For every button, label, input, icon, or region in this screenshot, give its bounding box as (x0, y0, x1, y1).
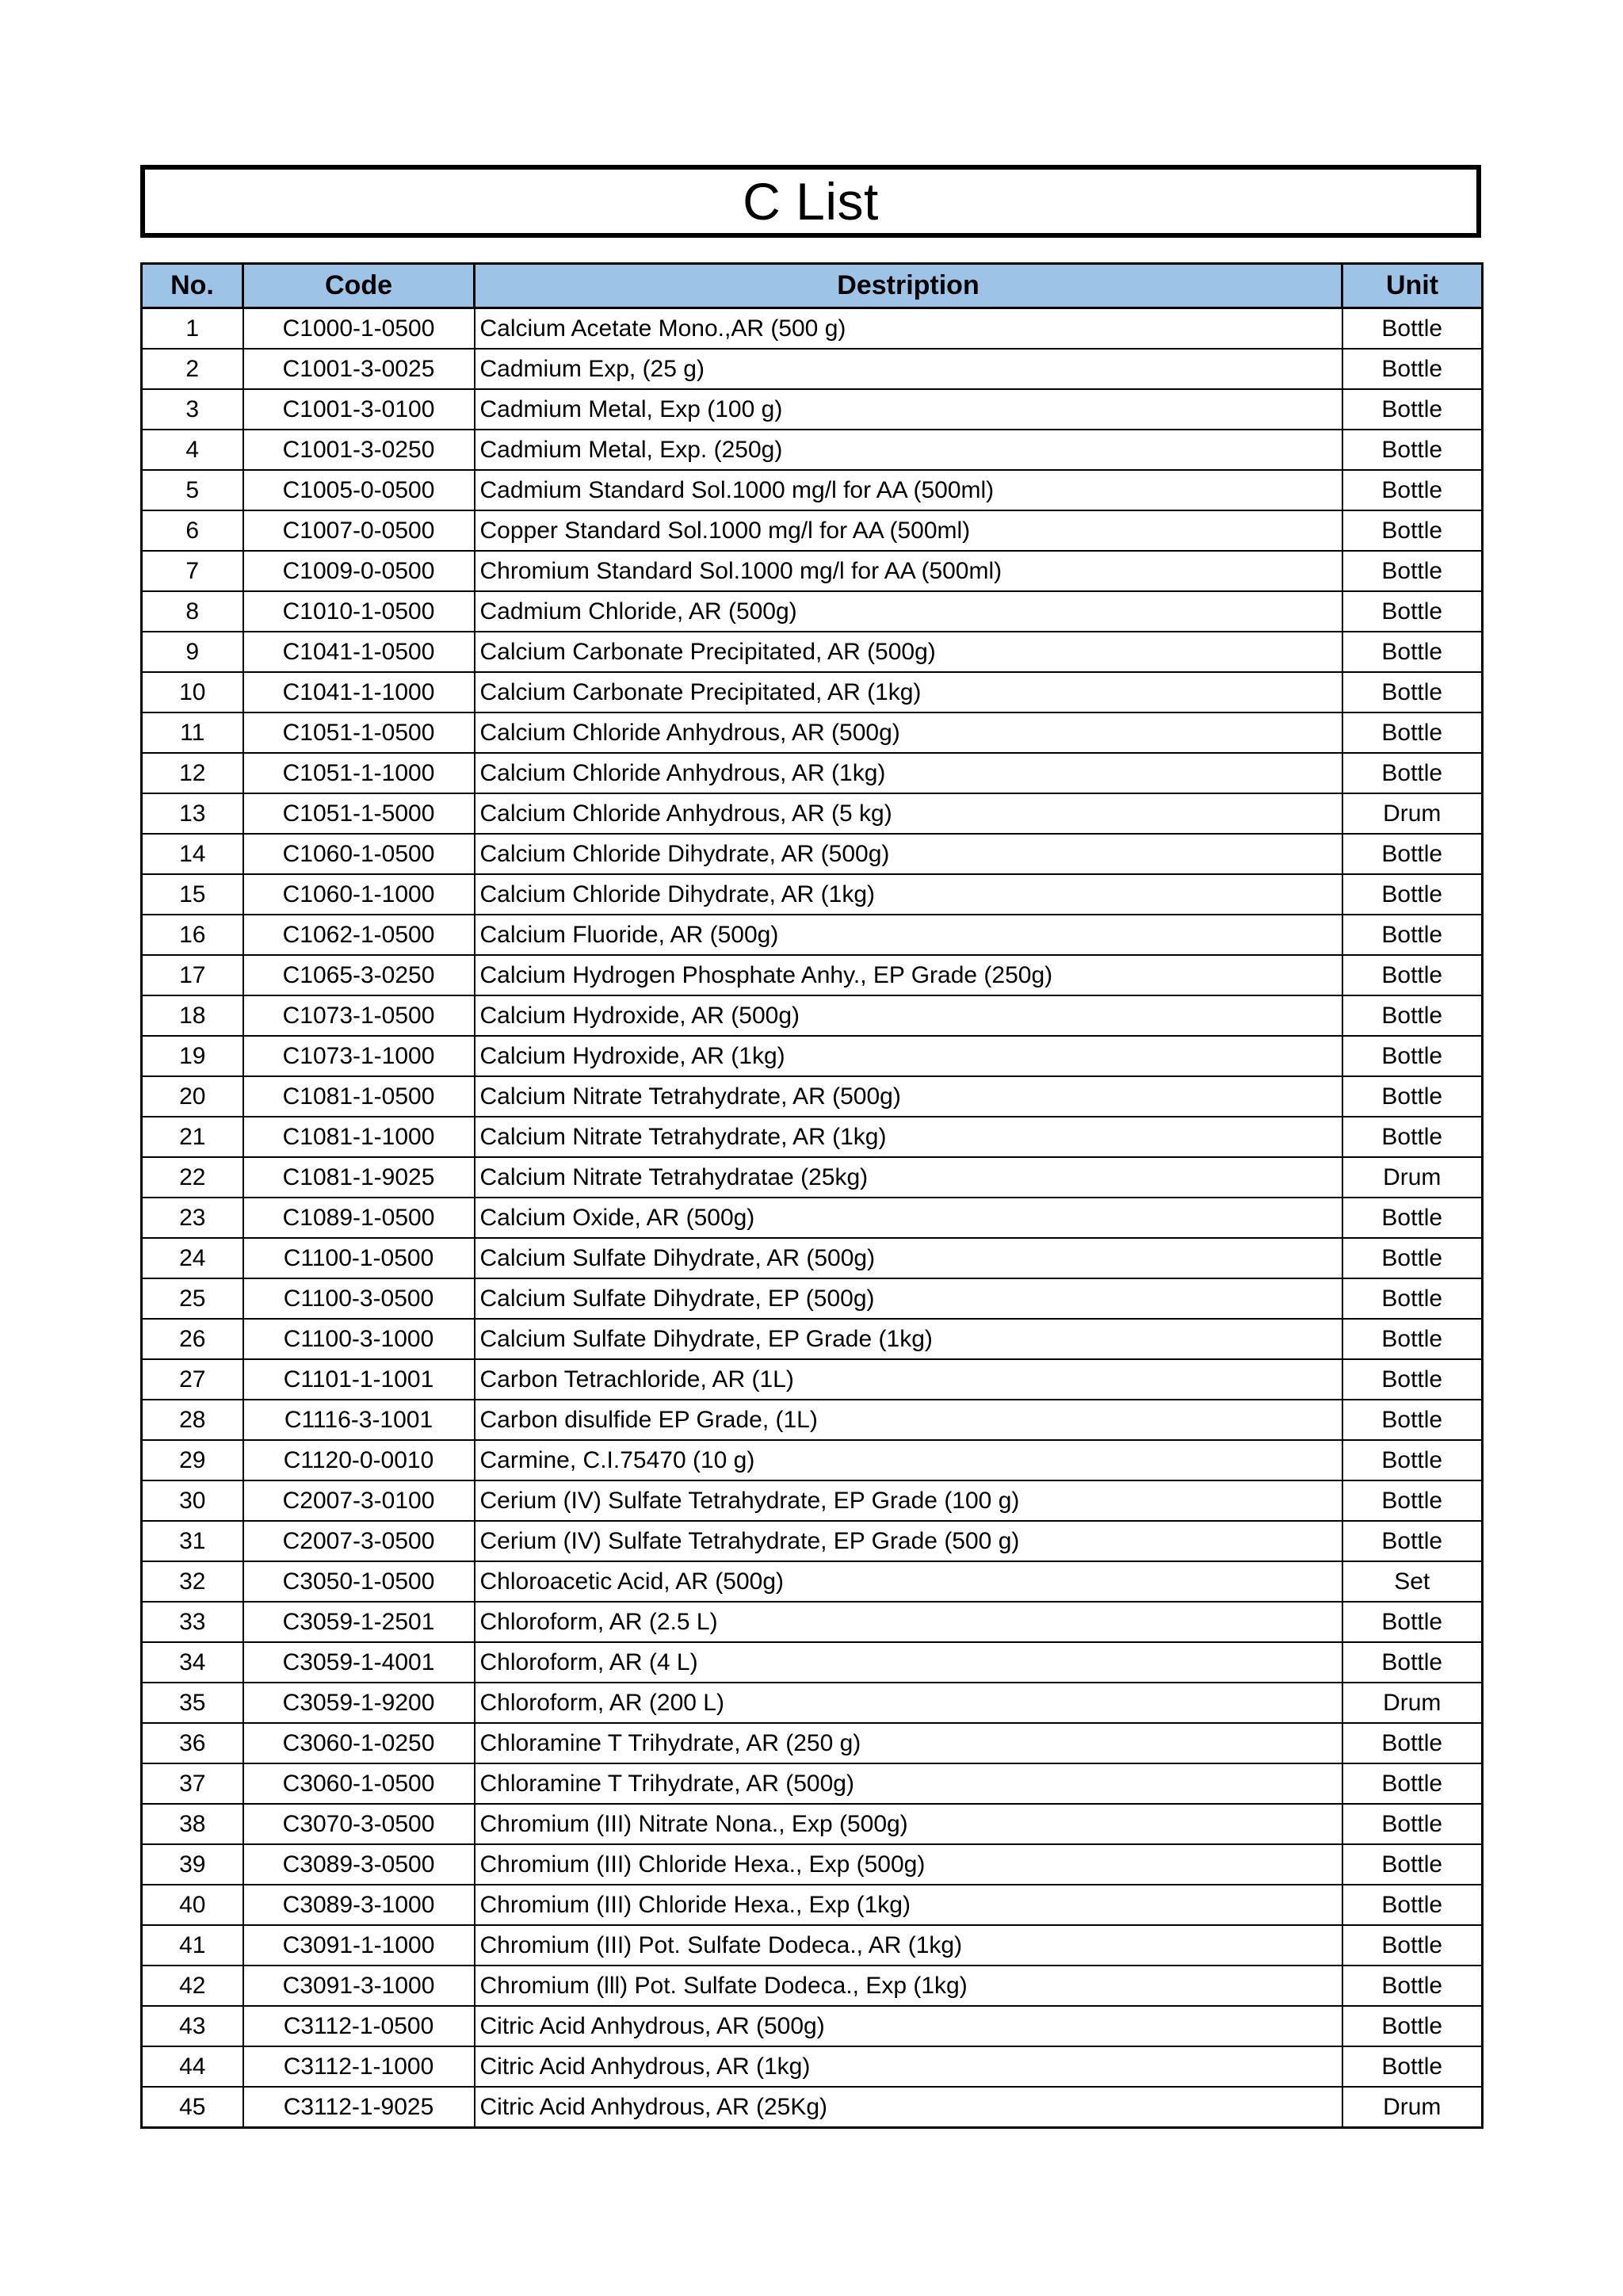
cell-description: Chromium (III) Chloride Hexa., Exp (500g) (475, 1844, 1342, 1885)
cell-description: Copper Standard Sol.1000 mg/l for AA (500ml) (475, 510, 1342, 551)
cell-description: Citric Acid Anhydrous, AR (25Kg) (475, 2087, 1342, 2128)
cell-unit: Bottle (1342, 591, 1483, 632)
table-row (142, 1723, 1483, 1763)
cell-description: Cadmium Exp, (25 g) (475, 349, 1342, 389)
cell-no: 26 (142, 1319, 243, 1359)
cell-unit: Bottle (1342, 1480, 1483, 1521)
cell-code: C3070-3-0500 (243, 1804, 475, 1844)
table-row (142, 834, 1483, 874)
cell-unit: Set (1342, 1561, 1483, 1602)
cell-no: 30 (142, 1480, 243, 1521)
cell-description: Calcium Hydrogen Phosphate Anhy., EP Grade (250g) (475, 955, 1342, 995)
cell-unit: Bottle (1342, 389, 1483, 430)
cell-description: Cerium (IV) Sulfate Tetrahydrate, EP Grade (100 g) (475, 1480, 1342, 1521)
table-row (142, 632, 1483, 672)
table-row (142, 2006, 1483, 2046)
table-row (142, 1602, 1483, 1642)
cell-code: C1051-1-1000 (243, 753, 475, 793)
cell-code: C1041-1-0500 (243, 632, 475, 672)
table-row (142, 1763, 1483, 1804)
cell-unit: Bottle (1342, 470, 1483, 510)
cell-unit: Bottle (1342, 1723, 1483, 1763)
table-row (142, 551, 1483, 591)
cell-code: C3089-3-1000 (243, 1885, 475, 1925)
table-row (142, 1642, 1483, 1683)
table-row (142, 995, 1483, 1036)
cell-no: 9 (142, 632, 243, 672)
table-row (142, 1561, 1483, 1602)
cell-no: 25 (142, 1278, 243, 1319)
cell-description: Calcium Acetate Mono.,AR (500 g) (475, 308, 1342, 350)
cell-no: 22 (142, 1157, 243, 1198)
cell-code: C2007-3-0500 (243, 1521, 475, 1561)
cell-unit: Drum (1342, 1683, 1483, 1723)
cell-unit: Bottle (1342, 1036, 1483, 1076)
header-unit: Unit (1342, 264, 1483, 308)
cell-unit: Bottle (1342, 1359, 1483, 1400)
table-row (142, 672, 1483, 712)
cell-code: C1101-1-1001 (243, 1359, 475, 1400)
cell-description: Calcium Hydroxide, AR (1kg) (475, 1036, 1342, 1076)
cell-code: C1073-1-0500 (243, 995, 475, 1036)
cell-no: 44 (142, 2046, 243, 2087)
table-row (142, 2046, 1483, 2087)
cell-code: C1051-1-0500 (243, 712, 475, 753)
cell-code: C1116-3-1001 (243, 1400, 475, 1440)
cell-no: 39 (142, 1844, 243, 1885)
cell-code: C1081-1-1000 (243, 1117, 475, 1157)
cell-unit: Bottle (1342, 1885, 1483, 1925)
cell-code: C1100-1-0500 (243, 1238, 475, 1278)
cell-no: 27 (142, 1359, 243, 1400)
table-row (142, 1925, 1483, 1966)
cell-unit: Bottle (1342, 1642, 1483, 1683)
cell-description: Calcium Carbonate Precipitated, AR (500g) (475, 632, 1342, 672)
cell-unit: Bottle (1342, 1238, 1483, 1278)
cell-code: C3091-3-1000 (243, 1966, 475, 2006)
cell-no: 5 (142, 470, 243, 510)
cell-code: C1120-0-0010 (243, 1440, 475, 1480)
cell-unit: Bottle (1342, 2006, 1483, 2046)
cell-unit: Bottle (1342, 1925, 1483, 1966)
cell-unit: Bottle (1342, 1076, 1483, 1117)
table-row (142, 510, 1483, 551)
cell-code: C1089-1-0500 (243, 1198, 475, 1238)
cell-description: Calcium Chloride Anhydrous, AR (5 kg) (475, 793, 1342, 834)
table-row (142, 1440, 1483, 1480)
table-row (142, 2087, 1483, 2128)
cell-no: 2 (142, 349, 243, 389)
cell-code: C1041-1-1000 (243, 672, 475, 712)
cell-description: Calcium Chloride Anhydrous, AR (500g) (475, 712, 1342, 753)
cell-description: Calcium Nitrate Tetrahydrate, AR (500g) (475, 1076, 1342, 1117)
cell-no: 34 (142, 1642, 243, 1683)
table-row (142, 1198, 1483, 1238)
table-row (142, 389, 1483, 430)
cell-unit: Bottle (1342, 632, 1483, 672)
table-row (142, 1966, 1483, 2006)
cell-unit: Bottle (1342, 874, 1483, 915)
cell-description: Calcium Chloride Dihydrate, AR (1kg) (475, 874, 1342, 915)
cell-code: C3089-3-0500 (243, 1844, 475, 1885)
page-title: C List (743, 172, 879, 231)
cell-code: C3060-1-0500 (243, 1763, 475, 1804)
cell-description: Calcium Sulfate Dihydrate, EP Grade (1kg) (475, 1319, 1342, 1359)
table-row (142, 753, 1483, 793)
cell-code: C1001-3-0025 (243, 349, 475, 389)
cell-unit: Bottle (1342, 1198, 1483, 1238)
header-row (142, 264, 1483, 308)
table-row (142, 1885, 1483, 1925)
cell-code: C3060-1-0250 (243, 1723, 475, 1763)
cell-no: 18 (142, 995, 243, 1036)
cell-no: 14 (142, 834, 243, 874)
cell-no: 7 (142, 551, 243, 591)
table-row (142, 1804, 1483, 1844)
cell-unit: Bottle (1342, 915, 1483, 955)
cell-code: C1001-3-0250 (243, 430, 475, 470)
cell-no: 10 (142, 672, 243, 712)
cell-code: C1000-1-0500 (243, 308, 475, 350)
cell-unit: Bottle (1342, 1844, 1483, 1885)
cell-no: 37 (142, 1763, 243, 1804)
cell-code: C1009-0-0500 (243, 551, 475, 591)
cell-no: 6 (142, 510, 243, 551)
cell-code: C3050-1-0500 (243, 1561, 475, 1602)
table-row (142, 1076, 1483, 1117)
cell-no: 31 (142, 1521, 243, 1561)
cell-code: C1010-1-0500 (243, 591, 475, 632)
cell-no: 19 (142, 1036, 243, 1076)
cell-unit: Bottle (1342, 1521, 1483, 1561)
cell-code: C1001-3-0100 (243, 389, 475, 430)
cell-unit: Bottle (1342, 1602, 1483, 1642)
cell-description: Carbon Tetrachloride, AR (1L) (475, 1359, 1342, 1400)
cell-description: Calcium Nitrate Tetrahydrate, AR (1kg) (475, 1117, 1342, 1157)
cell-description: Chloramine T Trihydrate, AR (250 g) (475, 1723, 1342, 1763)
cell-description: Chromium (III) Chloride Hexa., Exp (1kg) (475, 1885, 1342, 1925)
cell-code: C1060-1-0500 (243, 834, 475, 874)
cell-unit: Bottle (1342, 1763, 1483, 1804)
cell-unit: Bottle (1342, 1319, 1483, 1359)
cell-code: C1065-3-0250 (243, 955, 475, 995)
cell-description: Chloroacetic Acid, AR (500g) (475, 1561, 1342, 1602)
cell-description: Calcium Sulfate Dihydrate, EP (500g) (475, 1278, 1342, 1319)
cell-no: 1 (142, 308, 243, 350)
cell-description: Chromium (III) Nitrate Nona., Exp (500g) (475, 1804, 1342, 1844)
cell-description: Citric Acid Anhydrous, AR (1kg) (475, 2046, 1342, 2087)
cell-code: C1007-0-0500 (243, 510, 475, 551)
cell-no: 20 (142, 1076, 243, 1117)
cell-description: Calcium Hydroxide, AR (500g) (475, 995, 1342, 1036)
cell-unit: Bottle (1342, 955, 1483, 995)
table-row (142, 915, 1483, 955)
cell-no: 40 (142, 1885, 243, 1925)
cell-unit: Bottle (1342, 2046, 1483, 2087)
cell-description: Chloroform, AR (200 L) (475, 1683, 1342, 1723)
cell-no: 38 (142, 1804, 243, 1844)
cell-description: Chromium Standard Sol.1000 mg/l for AA (500ml) (475, 551, 1342, 591)
cell-description: Calcium Sulfate Dihydrate, AR (500g) (475, 1238, 1342, 1278)
cell-code: C1051-1-5000 (243, 793, 475, 834)
table-row (142, 470, 1483, 510)
table-row (142, 349, 1483, 389)
cell-unit: Bottle (1342, 1400, 1483, 1440)
cell-description: Cerium (IV) Sulfate Tetrahydrate, EP Grade (500 g) (475, 1521, 1342, 1561)
cell-no: 32 (142, 1561, 243, 1602)
cell-unit: Bottle (1342, 712, 1483, 753)
cell-description: Calcium Chloride Anhydrous, AR (1kg) (475, 753, 1342, 793)
cell-unit: Bottle (1342, 551, 1483, 591)
cell-no: 42 (142, 1966, 243, 2006)
cell-description: Calcium Nitrate Tetrahydratae (25kg) (475, 1157, 1342, 1198)
cell-description: Calcium Carbonate Precipitated, AR (1kg) (475, 672, 1342, 712)
cell-description: Calcium Oxide, AR (500g) (475, 1198, 1342, 1238)
table-row (142, 1400, 1483, 1440)
header-description: Destription (475, 264, 1342, 308)
cell-no: 3 (142, 389, 243, 430)
table-row (142, 1036, 1483, 1076)
cell-no: 8 (142, 591, 243, 632)
table-row (142, 591, 1483, 632)
cell-code: C3059-1-4001 (243, 1642, 475, 1683)
table-row (142, 1480, 1483, 1521)
cell-unit: Drum (1342, 1157, 1483, 1198)
cell-description: Calcium Chloride Dihydrate, AR (500g) (475, 834, 1342, 874)
cell-description: Carmine, C.I.75470 (10 g) (475, 1440, 1342, 1480)
cell-no: 24 (142, 1238, 243, 1278)
cell-unit: Bottle (1342, 349, 1483, 389)
table-row (142, 1238, 1483, 1278)
cell-unit: Drum (1342, 2087, 1483, 2128)
cell-no: 33 (142, 1602, 243, 1642)
table-row (142, 1278, 1483, 1319)
header-code: Code (243, 264, 475, 308)
cell-description: Chromium (III) Pot. Sulfate Dodeca., AR (1kg) (475, 1925, 1342, 1966)
cell-no: 17 (142, 955, 243, 995)
table-row (142, 1683, 1483, 1723)
cell-code: C1073-1-1000 (243, 1036, 475, 1076)
cell-unit: Bottle (1342, 308, 1483, 350)
cell-unit: Bottle (1342, 995, 1483, 1036)
cell-unit: Bottle (1342, 1966, 1483, 2006)
table-row (142, 430, 1483, 470)
cell-no: 21 (142, 1117, 243, 1157)
cell-no: 15 (142, 874, 243, 915)
cell-no: 29 (142, 1440, 243, 1480)
table-row (142, 1117, 1483, 1157)
cell-no: 43 (142, 2006, 243, 2046)
cell-code: C1081-1-9025 (243, 1157, 475, 1198)
table-body (142, 308, 1483, 2128)
cell-unit: Bottle (1342, 510, 1483, 551)
cell-description: Chloramine T Trihydrate, AR (500g) (475, 1763, 1342, 1804)
cell-description: Calcium Fluoride, AR (500g) (475, 915, 1342, 955)
cell-description: Cadmium Standard Sol.1000 mg/l for AA (500ml) (475, 470, 1342, 510)
table-row (142, 1359, 1483, 1400)
cell-no: 13 (142, 793, 243, 834)
cell-no: 11 (142, 712, 243, 753)
cell-unit: Drum (1342, 793, 1483, 834)
cell-code: C2007-3-0100 (243, 1480, 475, 1521)
cell-description: Carbon disulfide EP Grade, (1L) (475, 1400, 1342, 1440)
cell-code: C3059-1-9200 (243, 1683, 475, 1723)
cell-unit: Bottle (1342, 430, 1483, 470)
cell-code: C1100-3-1000 (243, 1319, 475, 1359)
cell-unit: Bottle (1342, 1117, 1483, 1157)
table-row (142, 1157, 1483, 1198)
header-no: No. (142, 264, 243, 308)
cell-no: 36 (142, 1723, 243, 1763)
cell-code: C1060-1-1000 (243, 874, 475, 915)
cell-no: 16 (142, 915, 243, 955)
cell-unit: Bottle (1342, 1278, 1483, 1319)
cell-description: Cadmium Metal, Exp. (250g) (475, 430, 1342, 470)
cell-description: Citric Acid Anhydrous, AR (500g) (475, 2006, 1342, 2046)
cell-unit: Bottle (1342, 1440, 1483, 1480)
cell-no: 35 (142, 1683, 243, 1723)
cell-unit: Bottle (1342, 1804, 1483, 1844)
cell-code: C1081-1-0500 (243, 1076, 475, 1117)
table-row (142, 1521, 1483, 1561)
cell-no: 23 (142, 1198, 243, 1238)
cell-description: Cadmium Chloride, AR (500g) (475, 591, 1342, 632)
table-row (142, 1844, 1483, 1885)
cell-code: C3091-1-1000 (243, 1925, 475, 1966)
table-row (142, 874, 1483, 915)
cell-no: 41 (142, 1925, 243, 1966)
cell-no: 45 (142, 2087, 243, 2128)
cell-code: C3112-1-0500 (243, 2006, 475, 2046)
cell-description: Chloroform, AR (4 L) (475, 1642, 1342, 1683)
cell-code: C3059-1-2501 (243, 1602, 475, 1642)
cell-code: C3112-1-9025 (243, 2087, 475, 2128)
cell-description: Cadmium Metal, Exp (100 g) (475, 389, 1342, 430)
cell-code: C1062-1-0500 (243, 915, 475, 955)
cell-unit: Bottle (1342, 672, 1483, 712)
cell-unit: Bottle (1342, 834, 1483, 874)
cell-code: C1100-3-0500 (243, 1278, 475, 1319)
product-table (140, 262, 1484, 2129)
table-row (142, 793, 1483, 834)
cell-code: C3112-1-1000 (243, 2046, 475, 2087)
table-row (142, 712, 1483, 753)
cell-description: Chromium (lll) Pot. Sulfate Dodeca., Exp (1kg) (475, 1966, 1342, 2006)
table-row (142, 955, 1483, 995)
cell-unit: Bottle (1342, 753, 1483, 793)
cell-no: 12 (142, 753, 243, 793)
table-header (142, 264, 1483, 308)
table-row (142, 1319, 1483, 1359)
cell-no: 28 (142, 1400, 243, 1440)
title-box (140, 165, 1481, 238)
table-row (142, 308, 1483, 350)
cell-code: C1005-0-0500 (243, 470, 475, 510)
cell-description: Chloroform, AR (2.5 L) (475, 1602, 1342, 1642)
cell-no: 4 (142, 430, 243, 470)
